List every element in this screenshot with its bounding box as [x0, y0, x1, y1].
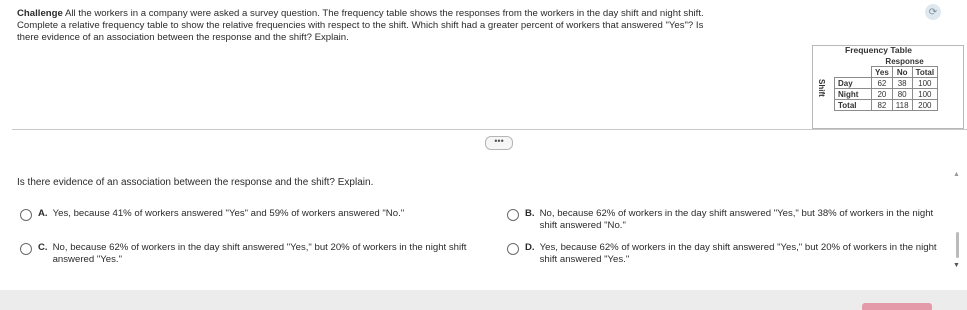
question-text	[17, 8, 792, 44]
table-row	[835, 78, 938, 89]
table-cell: 80	[892, 89, 912, 100]
frequency-table	[834, 56, 938, 111]
table-cell: 200	[912, 100, 938, 111]
radio-button[interactable]	[20, 209, 32, 221]
chevron-up-icon[interactable]: ▲	[953, 171, 960, 178]
table-cell: 20	[872, 89, 893, 100]
response-header: Response	[885, 56, 924, 66]
answer-prompt: Is there evidence of an association between the response and the shift? Explain.	[17, 177, 374, 188]
table-cell: 100	[912, 89, 938, 100]
column-header: No	[892, 67, 912, 78]
radio-button[interactable]	[507, 243, 519, 255]
row-header: Night	[835, 89, 872, 100]
table-cell: 100	[912, 78, 938, 89]
option-letter: B.	[525, 208, 535, 219]
table-row	[835, 89, 938, 100]
help-icon[interactable]: ⟳	[925, 4, 941, 20]
column-header: Total	[912, 67, 938, 78]
radio-button[interactable]	[507, 209, 519, 221]
bottom-bar	[0, 290, 967, 310]
radio-button[interactable]	[20, 243, 32, 255]
table-cell: 38	[892, 78, 912, 89]
question-line-3: there evidence of an association between the response and the shift? Explain.	[17, 32, 349, 43]
section-divider	[12, 129, 967, 130]
option-d[interactable]	[507, 242, 942, 266]
question-line-2: Complete a relative frequency table to show the relative frequencies with respect to the shift. Which shift had a greater percent of workers that answered "Yes"? Is	[17, 20, 704, 31]
option-c[interactable]	[20, 242, 495, 266]
option-text: Yes, because 41% of workers answered "Yes" and 59% of workers answered "No."	[52, 208, 405, 219]
option-letter: A.	[38, 208, 48, 219]
shift-axis-label: Shift	[817, 79, 826, 97]
submit-button[interactable]	[862, 303, 932, 310]
column-header: Yes	[872, 67, 893, 78]
row-header: Day	[835, 78, 872, 89]
scrollbar-thumb[interactable]	[956, 232, 959, 258]
option-text: No, because 62% of workers in the day shift answered "Yes," but 20% of workers in the night shift answered "Yes."	[52, 242, 467, 265]
table-cell: 62	[872, 78, 893, 89]
table-row	[835, 100, 938, 111]
expand-more-button[interactable]: •••	[485, 136, 513, 150]
chevron-down-icon[interactable]: ▼	[953, 262, 960, 269]
option-text: Yes, because 62% of workers in the day shift answered "Yes," but 20% of workers in the night shift answered "Yes."	[539, 242, 937, 265]
option-letter: C.	[38, 242, 48, 253]
table-cell: 118	[892, 100, 912, 111]
table-cell: 82	[872, 100, 893, 111]
option-text: No, because 62% of workers in the day shift answered "Yes," but 38% of workers in the night shift answered "No."	[539, 208, 934, 231]
row-header: Total	[835, 100, 872, 111]
option-letter: D.	[525, 242, 535, 253]
option-a[interactable]	[20, 208, 490, 221]
challenge-label: Challenge	[17, 8, 63, 19]
frequency-table-title: Frequency Table	[845, 45, 912, 55]
option-b[interactable]	[507, 208, 942, 232]
question-line-1: All the workers in a company were asked a survey question. The frequency table shows the responses from the workers in the day shift and night shift.	[62, 8, 704, 19]
